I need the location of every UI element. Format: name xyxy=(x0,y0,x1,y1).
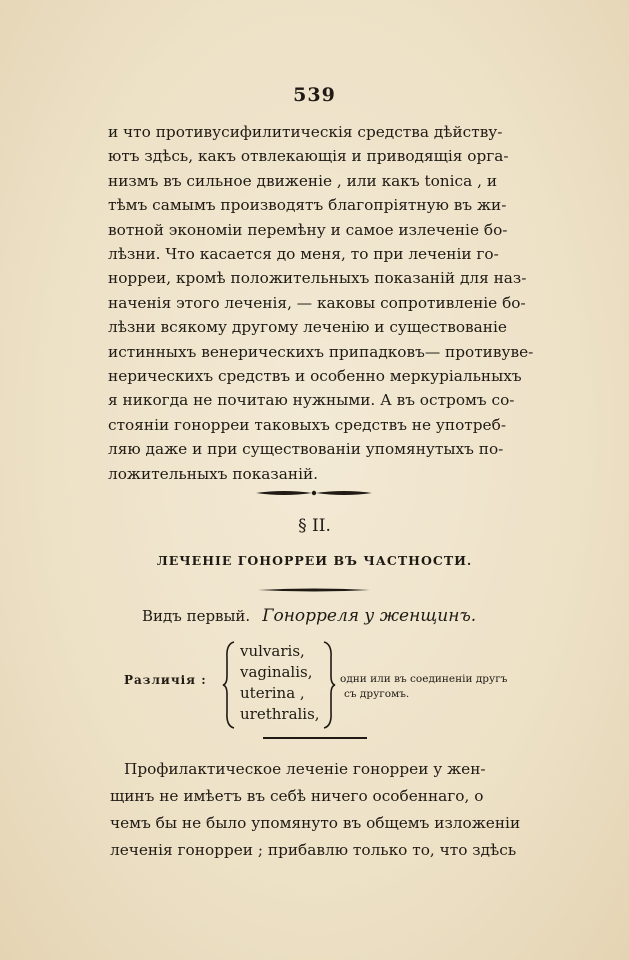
text-line: чемъ бы не было упомянуто въ общемъ изложеніи xyxy=(110,814,521,832)
horizontal-rule xyxy=(263,736,367,740)
text-line: щинъ не имѣетъ въ себѣ ничего особеннаго, о xyxy=(110,787,484,805)
section-subtitle: ЛЕЧЕНІЕ ГОНОРРЕИ ВЪ ЧАСТНОСТИ. xyxy=(156,553,473,568)
text-line: вотной экономіи перемѣну и самое излеченіе бо- xyxy=(108,220,508,239)
text-line: ляю даже и при существованіи упомянутыхъ по- xyxy=(108,440,504,459)
text-line: Профилактическое леченіе гонорреи у жен- xyxy=(124,760,486,778)
variety-label: Видъ первый. xyxy=(142,607,251,625)
variety-title: Гонорреля у женщинъ. xyxy=(262,606,477,626)
text-line: низмъ въ сильное движеніе , или какъ tonica , и xyxy=(108,171,498,190)
text-line: и что противусифилитическія средства дѣйству- xyxy=(108,123,503,141)
text-line: лѣзни. Что касается до меня, то при леченіи го- xyxy=(108,245,499,264)
variants-note xyxy=(340,672,507,702)
variant-item: urethralis, xyxy=(240,705,320,723)
paragraph-prophylaxis xyxy=(110,756,521,864)
paragraph-continued xyxy=(108,120,534,486)
variant-item: vulvaris, xyxy=(240,642,305,660)
text-line: ложительныхъ показаній. xyxy=(108,464,319,483)
right-brace-icon xyxy=(322,640,336,730)
variants-label: Различія : xyxy=(124,673,207,687)
ornamental-divider xyxy=(254,487,374,499)
page-number: 539 xyxy=(293,84,336,106)
variant-item: uterina , xyxy=(240,684,305,702)
text-line: нерическихъ средствъ и особенно меркуріальныхъ xyxy=(108,367,522,386)
text-line: наченія этого леченія, — каковы сопротивленіе бо- xyxy=(108,293,526,312)
variants-note-line: съ другомъ. xyxy=(344,688,410,700)
text-line: ютъ здѣсь, какъ отвлекающія и приводящія орга- xyxy=(108,147,509,166)
text-line: норреи, кромѣ положительныхъ показаній для наз- xyxy=(108,269,527,288)
variant-item: vaginalis, xyxy=(240,663,313,681)
text-line: леченія гонорреи ; прибавлю только то, что здѣсь xyxy=(110,841,517,859)
variants-list xyxy=(240,641,320,725)
variety-heading xyxy=(142,606,476,626)
section-title: § II. xyxy=(298,516,331,536)
left-brace-icon xyxy=(222,640,236,730)
variants-note-line: одни или въ соединеніи другъ xyxy=(340,673,508,685)
text-line: стояніи гонорреи таковыхъ средствъ не употреб- xyxy=(108,415,506,434)
text-line: лѣзни всякому другому леченію и существованіе xyxy=(108,318,507,337)
ornamental-rule xyxy=(258,587,370,593)
text-line: я никогда не почитаю нужными. А въ остромъ со- xyxy=(108,391,515,410)
text-line: истинныхъ венерическихъ припадковъ— противуве- xyxy=(108,342,534,361)
text-line: тѣмъ самымъ производятъ благопріятную въ жи- xyxy=(108,196,507,215)
